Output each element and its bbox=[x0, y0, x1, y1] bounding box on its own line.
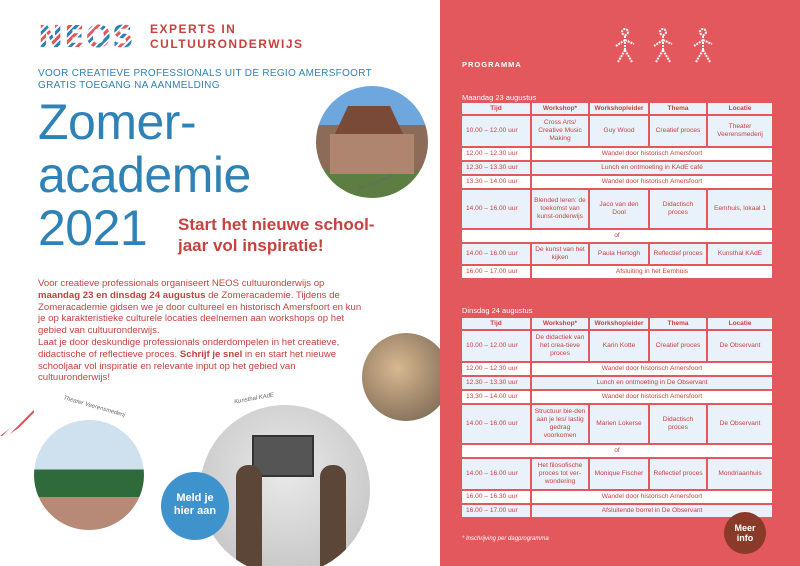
people-photo bbox=[362, 333, 450, 421]
header-thema: Thema bbox=[650, 103, 708, 114]
schedule-day2 bbox=[462, 316, 774, 519]
caption-theater: Theater Veerensmederij bbox=[62, 395, 126, 419]
header-leider: Workshopleider bbox=[590, 318, 650, 329]
subtitle-line1: VOOR CREATIEVE PROFESSIONALS UIT DE REGIO AMERSFOORT bbox=[38, 68, 372, 79]
table-row: 12.30 – 13.30 uur Lunch en ontmoeting in De Observant bbox=[462, 377, 774, 389]
table-header bbox=[462, 103, 774, 114]
table-row: 16.00 – 17.00 uur Afsluiting in het Eemhuis bbox=[462, 266, 774, 278]
title-line3: 2021 bbox=[38, 200, 148, 256]
table-row-or: of bbox=[462, 230, 774, 242]
day1-label: Maandag 23 augustus bbox=[462, 93, 537, 102]
theater-photo bbox=[34, 420, 144, 530]
more-info-button[interactable] bbox=[724, 512, 766, 554]
table-row: 16.00 – 16.30 uur Wandel door historisch Amersfoort bbox=[462, 491, 774, 503]
table-row: 13.30 – 14.00 uur Wandel door historisch Amersfoort bbox=[462, 176, 774, 188]
intro-p1a: Voor creatieve professionals organiseert NEOS cultuuronderwijs op bbox=[38, 278, 325, 289]
caption-kunsthal: Kunsthal KAdE bbox=[233, 392, 275, 406]
header-thema: Thema bbox=[650, 318, 708, 329]
slogan bbox=[178, 214, 418, 256]
header-locatie: Locatie bbox=[708, 103, 774, 114]
day2-label: Dinsdag 24 augustus bbox=[462, 306, 533, 315]
table-row: 13.30 – 14.00 uur Wandel door historisch Amersfoort bbox=[462, 391, 774, 403]
footnote: * Inschrijving per dagprogramma bbox=[462, 536, 549, 542]
brand-tagline bbox=[150, 22, 304, 52]
intro-p2c: in en start het nieuwe schooljaar vol inspiratie en relevante input op het gebied van cultuuronderwijs! bbox=[38, 348, 337, 384]
title-line2: academie bbox=[38, 147, 251, 203]
neos-logo: NEOS bbox=[38, 20, 135, 55]
table-row: 12.30 – 13.30 uur Lunch en ontmoeting in KAdE café bbox=[462, 162, 774, 174]
slogan-line1: Start het nieuwe school- bbox=[178, 215, 375, 234]
programma-label: PROGRAMMA bbox=[462, 60, 522, 69]
intro-text bbox=[38, 278, 368, 384]
title-line1: Zomer- bbox=[38, 94, 197, 150]
table-row: 12.00 – 12.30 uur Wandel door historisch Amersfoort bbox=[462, 363, 774, 375]
table-row-or: of bbox=[462, 445, 774, 457]
tagline-line1: EXPERTS IN bbox=[150, 22, 237, 36]
header-locatie: Locatie bbox=[708, 318, 774, 329]
schedule-day1 bbox=[462, 101, 774, 280]
walker-icon-2 bbox=[650, 28, 676, 64]
table-row: 14.00 – 16.00 uur Blended leren: de toekomst van kunst-onderwijs Jaco van den Dool Didactisch proces Eemhuis, lokaal 1 bbox=[462, 190, 774, 228]
header-workshop: Workshop* bbox=[532, 318, 590, 329]
register-line2: hier aan bbox=[173, 505, 217, 517]
slogan-line2: jaar vol inspiratie! bbox=[178, 236, 324, 255]
table-row: 14.00 – 16.00 uur Het filosofische proces tot ver-wondering Monique Fischer Reflectief proces Mondriaanhuis bbox=[462, 459, 774, 489]
more-info-line1: Meer bbox=[734, 523, 756, 533]
table-row: 10.00 – 12.00 uur Cross Arts/ Creative Music Making Guy Wood Creatief proces Theater Veerensmederij bbox=[462, 116, 774, 146]
register-button[interactable] bbox=[161, 472, 229, 540]
table-header bbox=[462, 318, 774, 329]
table-row: 14.00 – 16.00 uur De kunst van het kijken Paula Hertogh Reflectief proces Kunsthal KAdE bbox=[462, 244, 774, 264]
intro-p2a: Laat je door deskundige professionals onderdompelen in het creatieve, didactische of reflectieve proces. bbox=[38, 336, 340, 360]
caption-observant: De Observant bbox=[357, 173, 394, 193]
header-tijd: Tijd bbox=[462, 318, 532, 329]
subtitle-line2: GRATIS TOEGANG NA AANMELDING bbox=[38, 80, 220, 91]
table-row: 12.00 – 12.30 uur Wandel door historisch Amersfoort bbox=[462, 148, 774, 160]
subtitle bbox=[38, 68, 372, 92]
register-line1: Meld je bbox=[176, 492, 214, 504]
header-leider: Workshopleider bbox=[590, 103, 650, 114]
walker-icon-1 bbox=[612, 28, 638, 64]
table-row: 14.00 – 16.00 uur Structuur bie-den aan je les/ lastig gedrag voorkomen Marien Lokerse Didactisch proces De Observant bbox=[462, 405, 774, 443]
walker-icon-3 bbox=[690, 28, 716, 64]
decorative-hatch bbox=[0, 410, 34, 436]
header-workshop: Workshop* bbox=[532, 103, 590, 114]
kunsthal-photo bbox=[200, 405, 370, 566]
table-row: 10.00 – 12.00 uur De didactiek van het crea-tieve proces Karin Kotte Creatief proces De Observant bbox=[462, 331, 774, 361]
tagline-line2: CULTUURONDERWIJS bbox=[150, 37, 304, 51]
more-info-line2: info bbox=[736, 533, 754, 543]
intro-signup: Schrijf je snel bbox=[179, 348, 243, 360]
intro-p1c: de Zomeracademie. Tijdens de Zomeracademie gidsen we je door cultureel en historisch Amersfoort en kun je op karakteristieke culturele locaties deelnemen aan workshops op het gebied van cultuuronderwijs. bbox=[38, 289, 362, 337]
header-tijd: Tijd bbox=[462, 103, 532, 114]
intro-dates: maandag 23 en dinsdag 24 augustus bbox=[38, 289, 206, 301]
table-row: 16.00 – 17.00 uur Afsluitende borrel in De Observant bbox=[462, 505, 774, 517]
